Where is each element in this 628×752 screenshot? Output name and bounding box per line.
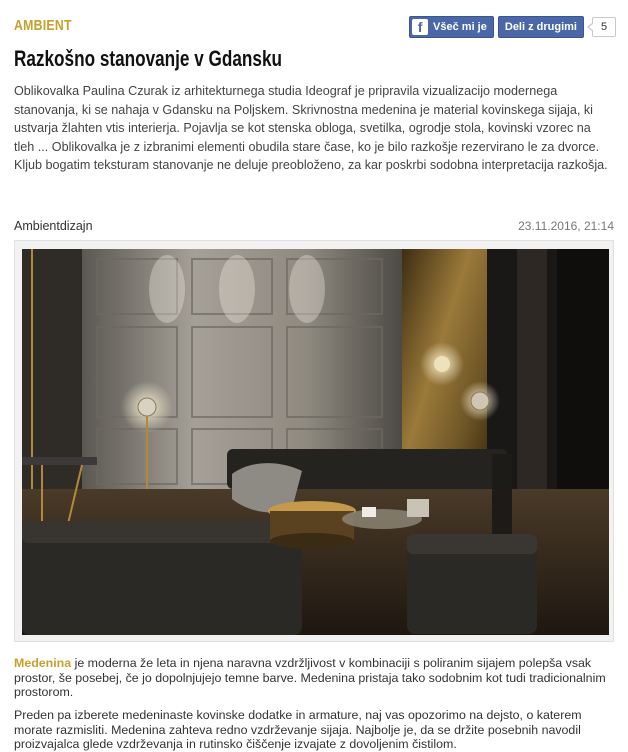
like-label: Všeč mi je <box>433 21 487 33</box>
article-photo[interactable] <box>22 249 609 635</box>
like-count: 5 <box>592 17 616 37</box>
facebook-share-button[interactable] <box>498 16 584 38</box>
section-category[interactable]: AMBIENT <box>14 17 72 34</box>
social-buttons <box>409 16 616 38</box>
facebook-like-button[interactable] <box>409 16 494 38</box>
inline-link-medenina[interactable]: Medenina <box>14 656 72 670</box>
article-paragraph: Preden pa izberete medeninaste kovinske dodatke in armature, naj vas opozorimo na dejsto, o katerem morate razmisliti. Medenina zahteva redno vzdrževanje sijaja. Najbolje je, da se držite posebnih navodil proizvajalca glede vzdrževanja in rutinsko čiščenje izvajate z dovoljenim čistilom. <box>14 708 582 751</box>
article-title: Razkošno stanovanje v Gdansku <box>14 46 282 71</box>
article-lead: Oblikovalka Paulina Czurak iz arhitekturnega studia Ideograf je pripravila vizualizacijo modernega stanovanja, ki se nahaja v Gdansku na Poljskem. Skrivnostna medenina je material kovinskega sijaja, ki ustvarja žlahten vtis interierja. Pojavlja se kot stenska obloga, svetilka, ogrodje stola, kovinski vzorec na tleh ... Oblikovalka je z izbranimi elementi obudila stare čase, ko je bilo razkošje rezervirano le za dvorce. Kljub bogatim teksturam stanovanje ne deluje preobloženo, za kar poskrbi sodobna interpretacija razkošja. <box>14 84 608 172</box>
article-date: 23.11.2016, 21:14 <box>518 219 614 233</box>
article-photo-frame <box>14 240 614 642</box>
article-source[interactable]: Ambientdizajn <box>14 219 93 233</box>
article-paragraph <box>14 656 614 700</box>
facebook-icon: f <box>412 19 428 35</box>
share-label: Deli z drugimi <box>504 21 577 33</box>
paragraph-text: je moderna že leta in njena naravna vzdržljivost v kombinaciji s poliranim sijajem polepša vsak prostor, še posebej, če jo dopolnjujejo temne barve. Medenina pristaja tako sodobnim kot tudi tradicionalnim prostorom. <box>14 656 606 699</box>
